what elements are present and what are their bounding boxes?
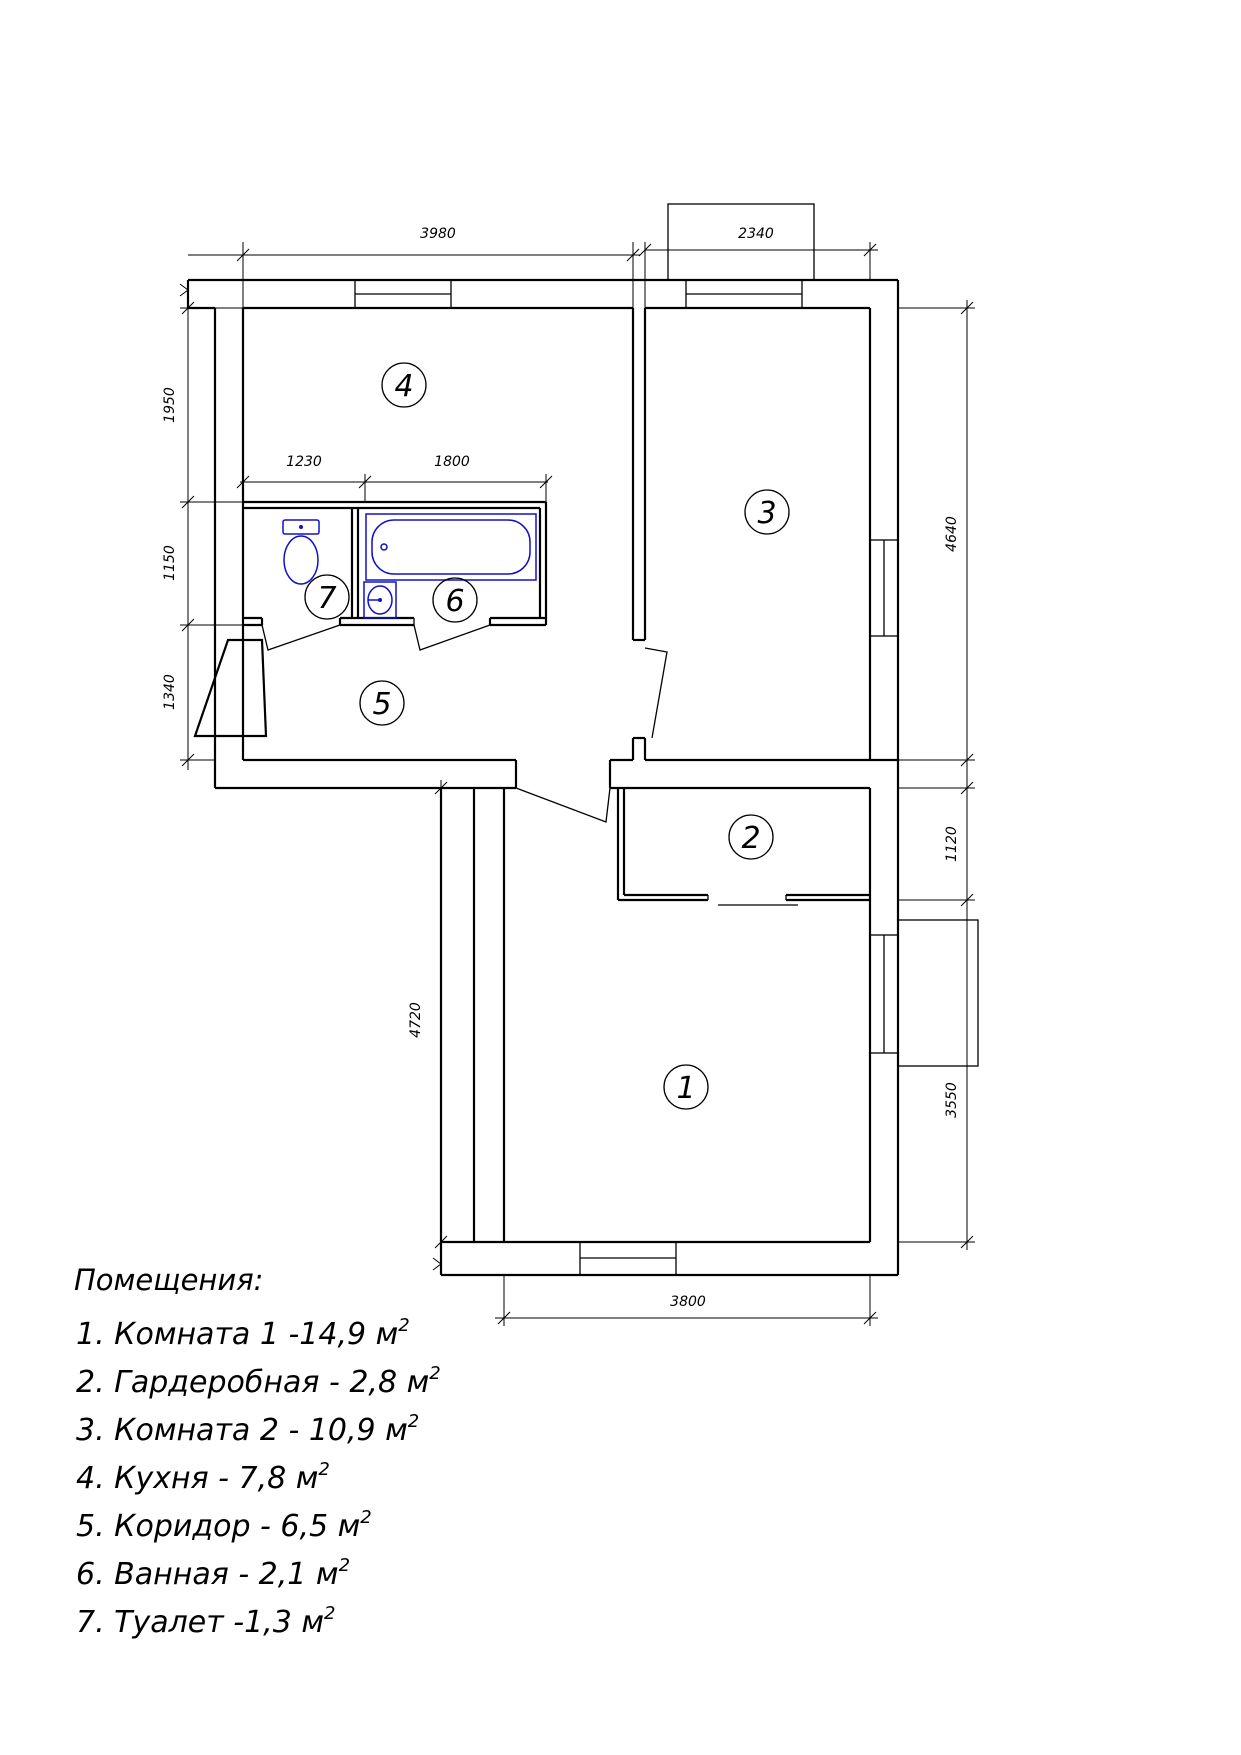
legend-item-7: 7. Туалет -1,3 $м^2$ (76, 1603, 336, 1640)
room-label-3 (745, 490, 789, 534)
svg-text:5: 5 (372, 687, 392, 722)
legend-title: Помещения: (74, 1263, 264, 1297)
dim-right-3: 3550 (944, 1082, 960, 1118)
dim-mid-left: 4720 (408, 1002, 424, 1038)
legend-item-3: 3. Комната 2 - 10,9 $м^2$ (76, 1411, 420, 1448)
dim-right-2: 1120 (944, 826, 960, 862)
room-label-7 (305, 575, 349, 619)
room-labels (305, 363, 789, 1109)
balcony-top (668, 204, 814, 280)
svg-text:2: 2 (741, 821, 761, 856)
legend-item-6: 6. Ванная - 2,1 $м^2$ (76, 1555, 351, 1592)
room-label-1 (664, 1065, 708, 1109)
window-room3-top (686, 280, 802, 308)
legend-item-2: 2. Гардеробная - 2,8 $м^2$ (76, 1363, 441, 1400)
balcony-side (898, 920, 978, 1066)
svg-text:3: 3 (757, 496, 777, 531)
door-toilet (262, 625, 340, 650)
legend (74, 1263, 441, 1640)
legend-item-4: 4. Кухня - 7,8 $м^2$ (76, 1459, 330, 1496)
dim-left-1: 1950 (162, 387, 178, 423)
bathtub-fixture (366, 514, 536, 580)
dim-bath-2: 1800 (434, 454, 470, 470)
svg-text:7: 7 (317, 581, 337, 616)
room-label-5 (360, 681, 404, 725)
room-label-4 (382, 363, 426, 407)
legend-item-5: 5. Коридор - 6,5 $м^2$ (76, 1507, 372, 1544)
dimension-lines (180, 242, 975, 1326)
window-kitchen (355, 280, 451, 308)
svg-text:4: 4 (394, 369, 414, 404)
sink-fixture (364, 582, 396, 618)
svg-text:1: 1 (676, 1071, 696, 1106)
dim-right-1: 4640 (944, 516, 960, 552)
window-room1-bottom (580, 1242, 676, 1275)
dim-bottom: 3800 (670, 1294, 706, 1310)
window-room3-side (870, 540, 898, 636)
svg-text:6: 6 (445, 584, 465, 619)
dim-left-2: 1150 (162, 545, 178, 581)
walls (188, 204, 978, 1275)
dim-top-right: 2340 (738, 226, 774, 242)
legend-item-1: 1. Комната 1 -14,9 $м^2$ (76, 1315, 410, 1352)
door-room3 (645, 648, 667, 738)
door-entrance (516, 788, 610, 822)
window-room1-side (870, 935, 898, 1053)
dim-top-left: 3980 (420, 226, 456, 242)
vent-shaft (195, 640, 266, 736)
room-label-2 (729, 815, 773, 859)
dim-left-3: 1340 (162, 674, 178, 710)
room-label-6 (433, 578, 477, 622)
door-bath (414, 625, 490, 650)
dim-bath-1: 1230 (286, 454, 322, 470)
toilet-fixture (283, 520, 319, 584)
